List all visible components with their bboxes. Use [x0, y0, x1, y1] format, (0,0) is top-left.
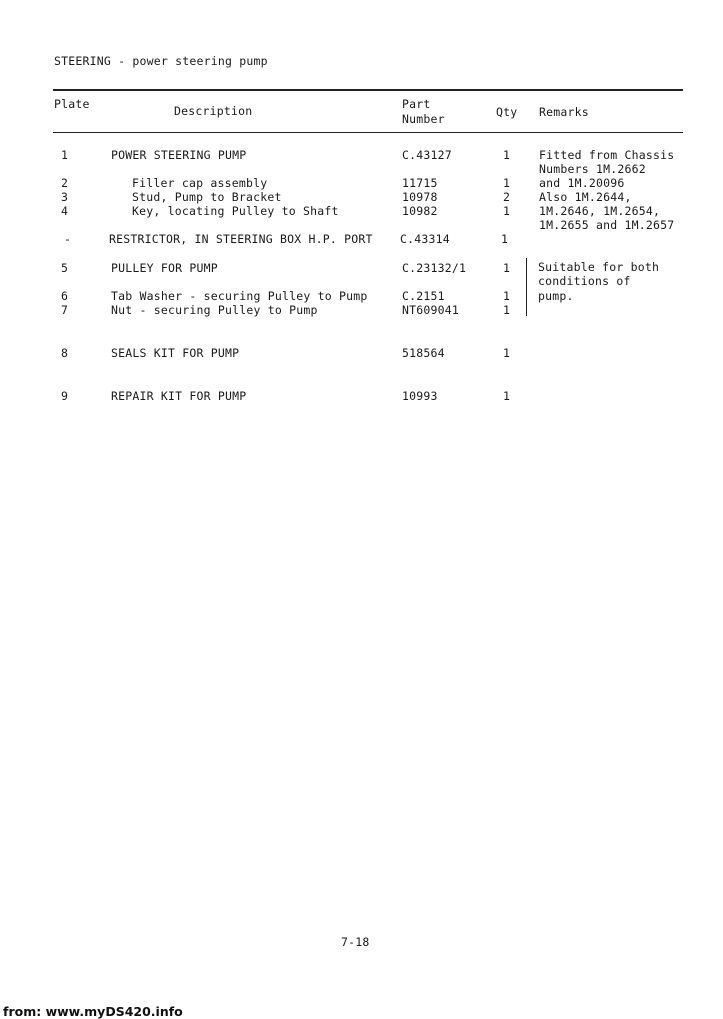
row-description: SEALS KIT FOR PUMP: [111, 346, 240, 360]
row-plate: -: [64, 232, 72, 246]
row-plate: 3: [61, 190, 69, 204]
remark-line: 1M.2646, 1M.2654,: [539, 204, 661, 218]
row-part-number: C.43314: [400, 232, 450, 246]
row-qty: 1: [503, 261, 511, 275]
row-plate: 7: [61, 303, 69, 317]
remark-line: and 1M.20096: [539, 176, 625, 190]
source-footer: from: www.myDS420.info: [3, 1004, 183, 1019]
row-part-number: 518564: [402, 346, 445, 360]
remark-line: Suitable for both: [538, 260, 660, 274]
remark-line: conditions of: [538, 274, 631, 288]
row-plate: 1: [61, 148, 69, 162]
row-description: REPAIR KIT FOR PUMP: [111, 389, 247, 403]
row-description: Stud, Pump to Bracket: [132, 190, 282, 204]
row-qty: 1: [501, 232, 509, 246]
row-description: POWER STEERING PUMP: [111, 148, 247, 162]
row-plate: 2: [61, 176, 69, 190]
row-plate: 4: [61, 204, 69, 218]
row-qty: 1: [503, 176, 511, 190]
row-description: RESTRICTOR, IN STEERING BOX H.P. PORT: [109, 232, 373, 246]
row-qty: 1: [503, 204, 511, 218]
row-part-number: 10978: [402, 190, 438, 204]
header-top-rule: [53, 89, 683, 91]
row-qty: 1: [503, 346, 511, 360]
row-plate: 5: [61, 261, 69, 275]
header-part: Part: [402, 97, 431, 111]
row-part-number: C.43127: [402, 148, 452, 162]
section-title: STEERING - power steering pump: [54, 54, 268, 68]
page-number: 7-18: [341, 935, 370, 949]
row-description: Nut - securing Pulley to Pump: [111, 303, 318, 317]
row-part-number: NT609041: [402, 303, 459, 317]
header-number: Number: [402, 112, 445, 126]
header-qty: Qty: [496, 105, 518, 119]
row-qty: 1: [503, 389, 511, 403]
row-part-number: 10993: [402, 389, 438, 403]
row-qty: 1: [503, 303, 511, 317]
header-description: Description: [174, 104, 253, 118]
row-plate: 6: [61, 289, 69, 303]
remark-line: Fitted from Chassis: [539, 148, 675, 162]
header-remarks: Remarks: [539, 105, 589, 119]
header-plate: Plate: [54, 97, 90, 111]
remark-line: pump.: [538, 289, 574, 303]
row-qty: 1: [503, 148, 511, 162]
remark-line: 1M.2655 and 1M.2657: [539, 218, 675, 232]
row-part-number: 11715: [402, 176, 438, 190]
row-plate: 8: [61, 346, 69, 360]
row-description: PULLEY FOR PUMP: [111, 261, 218, 275]
row-part-number: C.23132/1: [402, 261, 467, 275]
row-plate: 9: [61, 389, 69, 403]
remark-bracket-bar: [526, 258, 527, 316]
row-qty: 2: [503, 190, 511, 204]
row-part-number: 10982: [402, 204, 438, 218]
remark-line: Also 1M.2644,: [539, 190, 632, 204]
header-bottom-rule: [53, 132, 683, 133]
row-description: Tab Washer - securing Pulley to Pump: [111, 289, 368, 303]
row-description: Filler cap assembly: [132, 176, 268, 190]
row-part-number: C.2151: [402, 289, 445, 303]
row-description: Key, locating Pulley to Shaft: [132, 204, 339, 218]
row-qty: 1: [503, 289, 511, 303]
remark-line: Numbers 1M.2662: [539, 162, 646, 176]
